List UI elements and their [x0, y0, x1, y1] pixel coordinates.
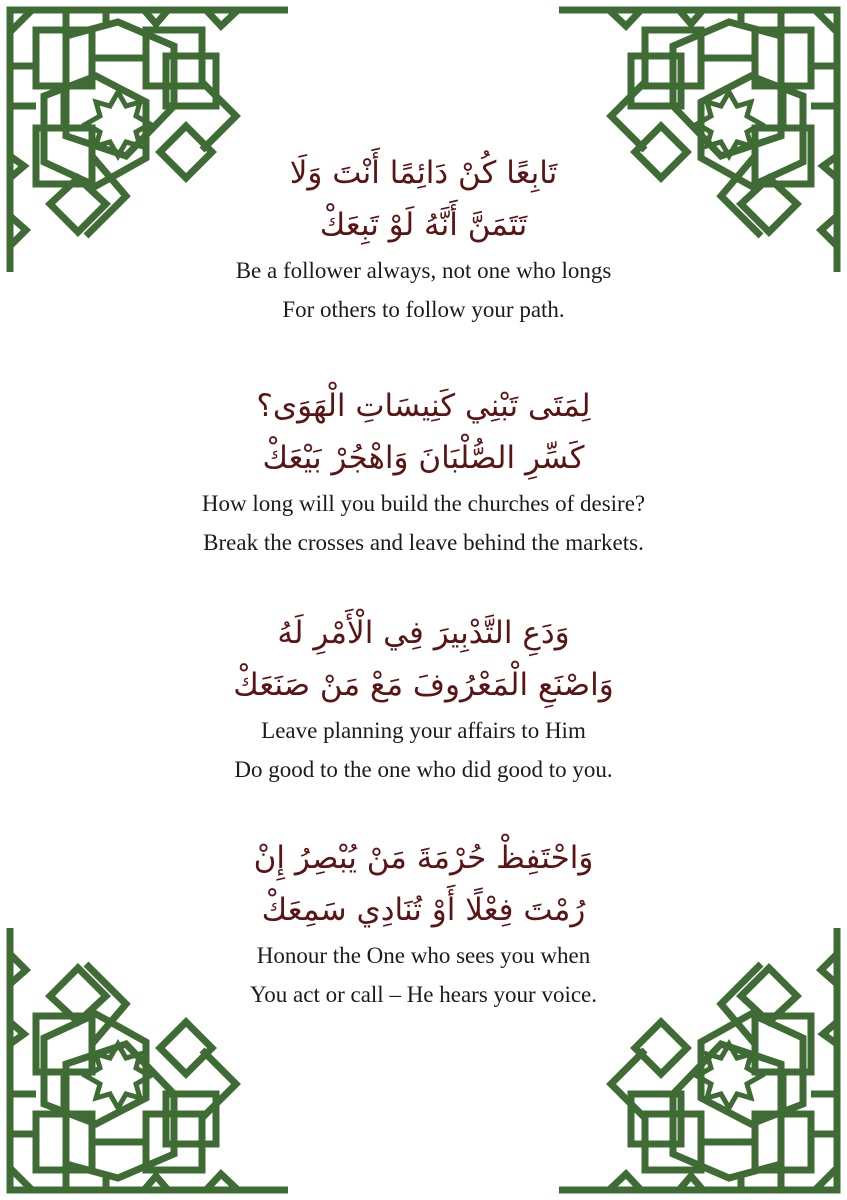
- stanza-3: [0, 607, 847, 789]
- arabic-verse-line: وَاحْتَفِظْ حُرْمَةَ مَنْ يُبْصِرُ إِنْ: [253, 840, 594, 876]
- english-translation-line: You act or call – He hears your voice.: [249, 982, 598, 1007]
- arabic-verse-line: رُمْتَ فِعْلًا أَوْ تُنَادِي سَمِعَكْ: [261, 892, 586, 928]
- stanza-1: [0, 147, 847, 329]
- arabic-verse-line: وَدَعِ التَّدْبِيرَ فِي الْأَمْرِ لَهُ: [277, 615, 570, 651]
- english-translation-line: Break the crosses and leave behind the markets.: [203, 530, 644, 555]
- arabic-verse-line: كَسِّرِ الصُّلْبَانَ وَاهْجُرْ بَيْعَكْ: [262, 440, 585, 476]
- english-translation-line: Leave planning your affairs to Him: [261, 718, 586, 743]
- arabic-verse-line: وَاصْنَعِ الْمَعْرُوفَ مَعْ مَنْ صَنَعَكْ: [233, 667, 614, 703]
- stanza-4: [0, 832, 847, 1014]
- english-translation-line: How long will you build the churches of desire?: [201, 491, 646, 516]
- stanza-2: [0, 380, 847, 562]
- english-translation-line: Do good to the one who did good to you.: [234, 757, 613, 782]
- arabic-verse-line: تَتَمَنَّ أَنَّهُ لَوْ تَبِعَكْ: [319, 207, 528, 243]
- arabic-verse-line: تَابِعًا كُنْ دَائِمًا أَنْتَ وَلَا: [289, 155, 558, 191]
- english-translation-line: For others to follow your path.: [282, 297, 565, 322]
- arabic-verse-line: لِمَتَى تَبْنِي كَنِيسَاتِ الْهَوَى؟: [256, 388, 591, 424]
- english-translation-line: Be a follower always, not one who longs: [235, 258, 612, 283]
- english-translation-line: Honour the One who sees you when: [256, 943, 591, 968]
